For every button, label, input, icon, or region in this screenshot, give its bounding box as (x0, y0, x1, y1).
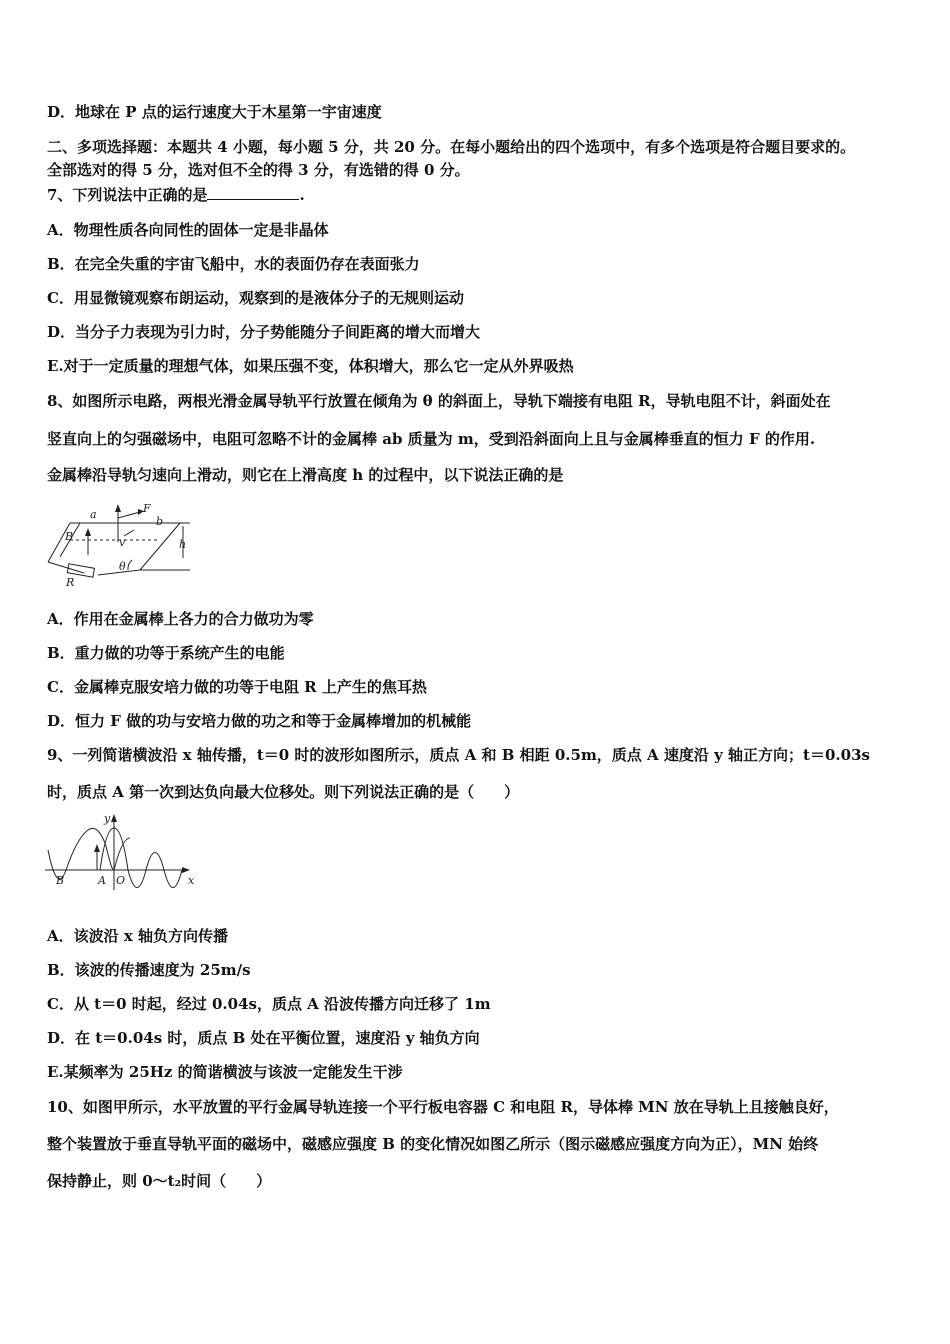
option-9a: A．该波沿 x 轴负方向传播 (47, 927, 229, 945)
point-label-a: A (98, 874, 106, 887)
axis-label-x: x (188, 874, 195, 887)
option-9e: E.某频率为 25Hz 的简谐横波与该波一定能发生干涉 (47, 1063, 403, 1081)
option-9c: C．从 t＝0 时起，经过 0.04s，质点 A 沿波传播方向迁移了 1m (47, 995, 491, 1013)
label-r: R (66, 576, 75, 589)
axis-label-y: y (104, 812, 111, 825)
label-f: F (143, 502, 151, 515)
option-6d: D．地球在 P 点的运行速度大于木星第一宇宙速度 (47, 103, 382, 121)
answer-blank (207, 185, 299, 200)
point-label-b: B (56, 874, 65, 887)
question-7: 7、下列说法中正确的是 . (47, 186, 305, 204)
label-b: b (156, 515, 164, 528)
option-7c: C．用显微镜观察布朗运动，观察到的是液体分子的无规则运动 (47, 289, 464, 307)
option-8d: D．恒力 F 做的功与安培力做的功之和等于金属棒增加的机械能 (47, 712, 472, 730)
option-7a: A．物理性质各向同性的固体一定是非晶体 (47, 221, 329, 239)
wave-figure (40, 810, 200, 895)
question-10-line1: 10、如图甲所示，水平放置的平行金属导轨连接一个平行板电容器 C 和电阻 R，导体棒 MN 放在导轨上且接触良好， (47, 1098, 839, 1116)
question-8-line3: 金属棒沿导轨匀速向上滑动，则它在上滑高度 h 的过程中，以下说法正确的是 (47, 466, 564, 484)
origin-label: O (116, 874, 126, 887)
option-7d: D．当分子力表现为引力时，分子势能随分子间距离的增大而增大 (47, 323, 481, 341)
question-8-line1: 8、如图所示电路，两根光滑金属导轨平行放置在倾角为 θ 的斜面上，导轨下端接有电阻 R，导轨电阻不计，斜面处在 (47, 392, 831, 410)
option-7e: E.对于一定质量的理想气体，如果压强不变，体积增大，那么它一定从外界吸热 (47, 357, 574, 375)
question-10-line3: 保持静止，则 0～t₂时间（ ） (47, 1172, 272, 1190)
option-7b: B．在完全失重的宇宙飞船中，水的表面仍存在表面张力 (47, 255, 420, 273)
question-9-line1: 9、一列简谐横波沿 x 轴传播，t＝0 时的波形如图所示，质点 A 和 B 相距 0.5m，质点 A 速度沿 y 轴正方向；t＝0.03s (47, 746, 870, 764)
label-h: h (179, 538, 187, 551)
question-10-line2: 整个装置放于垂直导轨平面的磁场中，磁感应强度 B 的变化情况如图乙所示（图示磁感应强度方向为正），MN 始终 (47, 1135, 819, 1153)
label-v: v (119, 536, 126, 549)
question-8-line2: 竖直向上的匀强磁场中，电阻可忽略不计的金属棒 ab 质量为 m，受到沿斜面向上且与金属棒垂直的恒力 F 的作用. (47, 430, 816, 448)
question-9-line2: 时，质点 A 第一次到达负向最大位移处。则下列说法正确的是（ ） (47, 783, 520, 801)
option-9b: B．该波的传播速度为 25m/s (47, 961, 251, 979)
incline-rail-figure (40, 500, 210, 590)
label-field-b: B (65, 530, 74, 543)
option-8a: A．作用在金属棒上各力的合力做功为零 (47, 610, 314, 628)
question-7-stem: 7、下列说法中正确的是 (47, 186, 208, 204)
label-a: a (90, 508, 97, 521)
label-theta: θ (119, 560, 126, 573)
option-8b: B．重力做的功等于系统产生的电能 (47, 644, 285, 662)
option-8c: C．金属棒克服安培力做的功等于电阻 R 上产生的焦耳热 (47, 678, 427, 696)
section-header-cont: 全部选对的得 5 分，选对但不全的得 3 分，有选错的得 0 分。 (47, 161, 470, 179)
section-header: 二、多项选择题：本题共 4 小题，每小题 5 分，共 20 分。在每小题给出的四个选项中，有多个选项是符合题目要求的。 (47, 138, 856, 156)
option-9d: D．在 t＝0.04s 时，质点 B 处在平衡位置，速度沿 y 轴负方向 (47, 1029, 480, 1047)
